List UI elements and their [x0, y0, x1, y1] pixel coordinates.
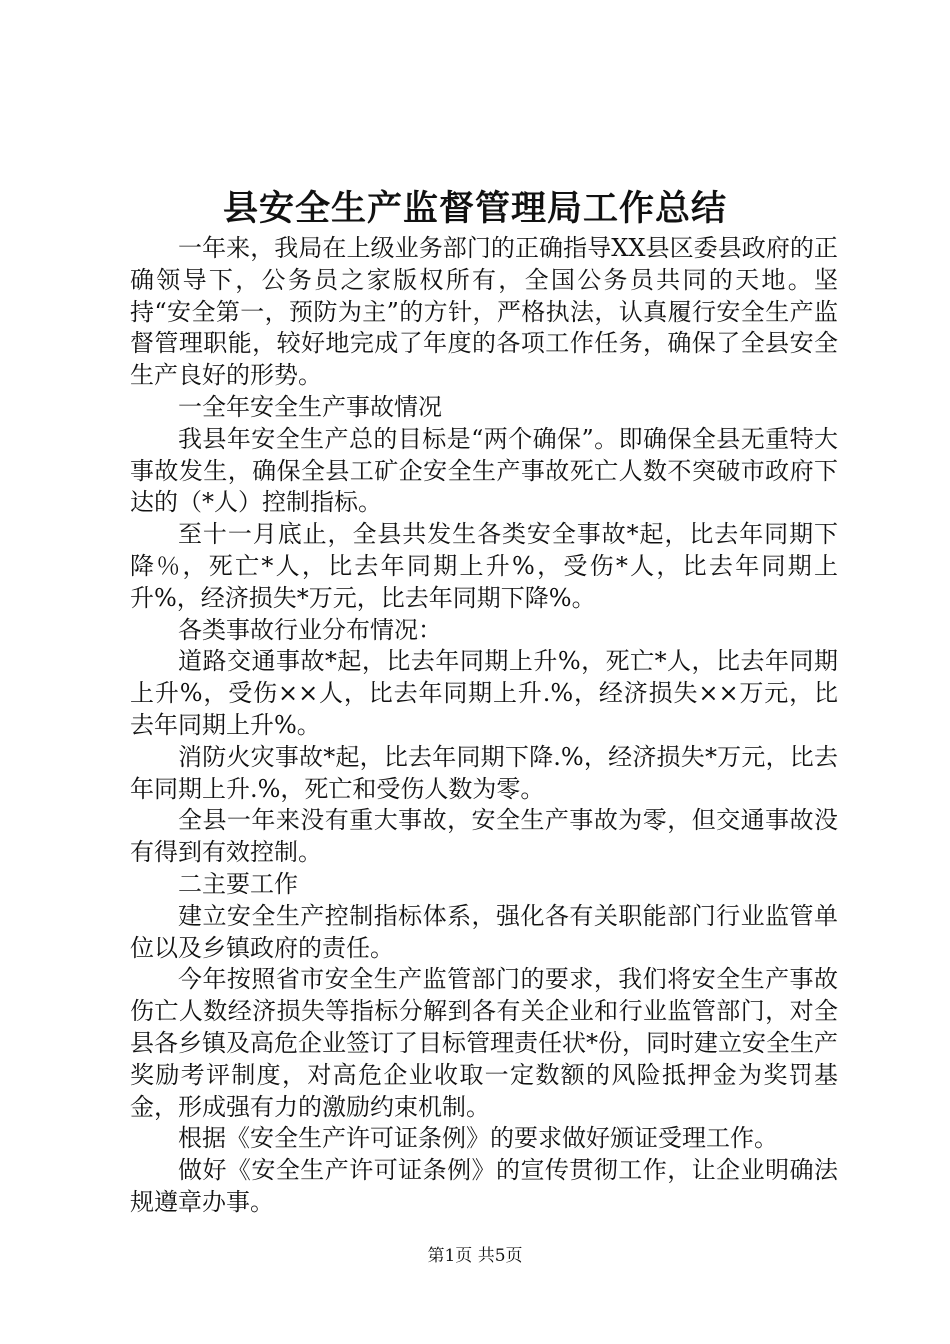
document-body [130, 233, 838, 1219]
paragraph: 全县一年来没有重大事故，安全生产事故为零，但交通事故没有得到有效控制。 [130, 806, 838, 867]
paragraph: 做好《安全生产许可证条例》的宣传贯彻工作，让企业明确法规遵章办事。 [130, 1156, 838, 1216]
paragraph: 今年按照省市安全生产监管部门的要求，我们将安全生产事故伤亡人数经济损失等指标分解到各有关企业和行业监管部门，对全县各乡镇及高危企业签订了目标管理责任状*份，同时建立安全生产奖励考评制度，对高危企业收取一定数额的风险抵押金为奖罚基金，形成强有力的激励约束机制。 [130, 965, 838, 1121]
paragraph: 消防火灾事故*起，比去年同期下降.%，经济损失*万元，比去年同期上升.%，死亡和受伤人数为零。 [130, 742, 838, 803]
document-title: 县安全生产监督管理局工作总结 [222, 188, 727, 229]
paragraph: 道路交通事故*起，比去年同期上升%，死亡*人，比去年同期上升%，受伤××人，比去年同期上升.%，经济损失××万元，比去年同期上升%。 [130, 647, 838, 739]
paragraph: 一年来，我局在上级业务部门的正确指导XX县区委县政府的正确领导下，公务员之家版权所有，全国公务员共同的天地。坚持“安全第一，预防为主”的方针，严格执法，认真履行安全生产监督管理职能，较好地完成了年度的各项工作任务，确保了全县安全生产良好的形势。 [130, 234, 838, 390]
paragraph: 建立安全生产控制指标体系，强化各有关职能部门行业监管单位以及乡镇政府的责任。 [130, 901, 838, 962]
paragraph: 我县年安全生产总的目标是“两个确保”。即确保全县无重特大事故发生，确保全县工矿企安全生产事故死亡人数不突破市政府下达的（*人）控制指标。 [130, 424, 838, 517]
page-number: 第1页 共5页 [427, 1246, 523, 1266]
paragraph: 至十一月底止，全县共发生各类安全事故*起，比去年同期下降％，死亡*人，比去年同期上升%，受伤*人，比去年同期上升%，经济损失*万元，比去年同期下降%。 [130, 520, 838, 612]
section-heading: 一全年安全生产事故情况 [178, 392, 442, 421]
paragraph: 各类事故行业分布情况： [178, 615, 442, 644]
paragraph: 根据《安全生产许可证条例》的要求做好颁证受理工作。 [178, 1124, 778, 1153]
section-heading: 二主要工作 [178, 869, 298, 898]
